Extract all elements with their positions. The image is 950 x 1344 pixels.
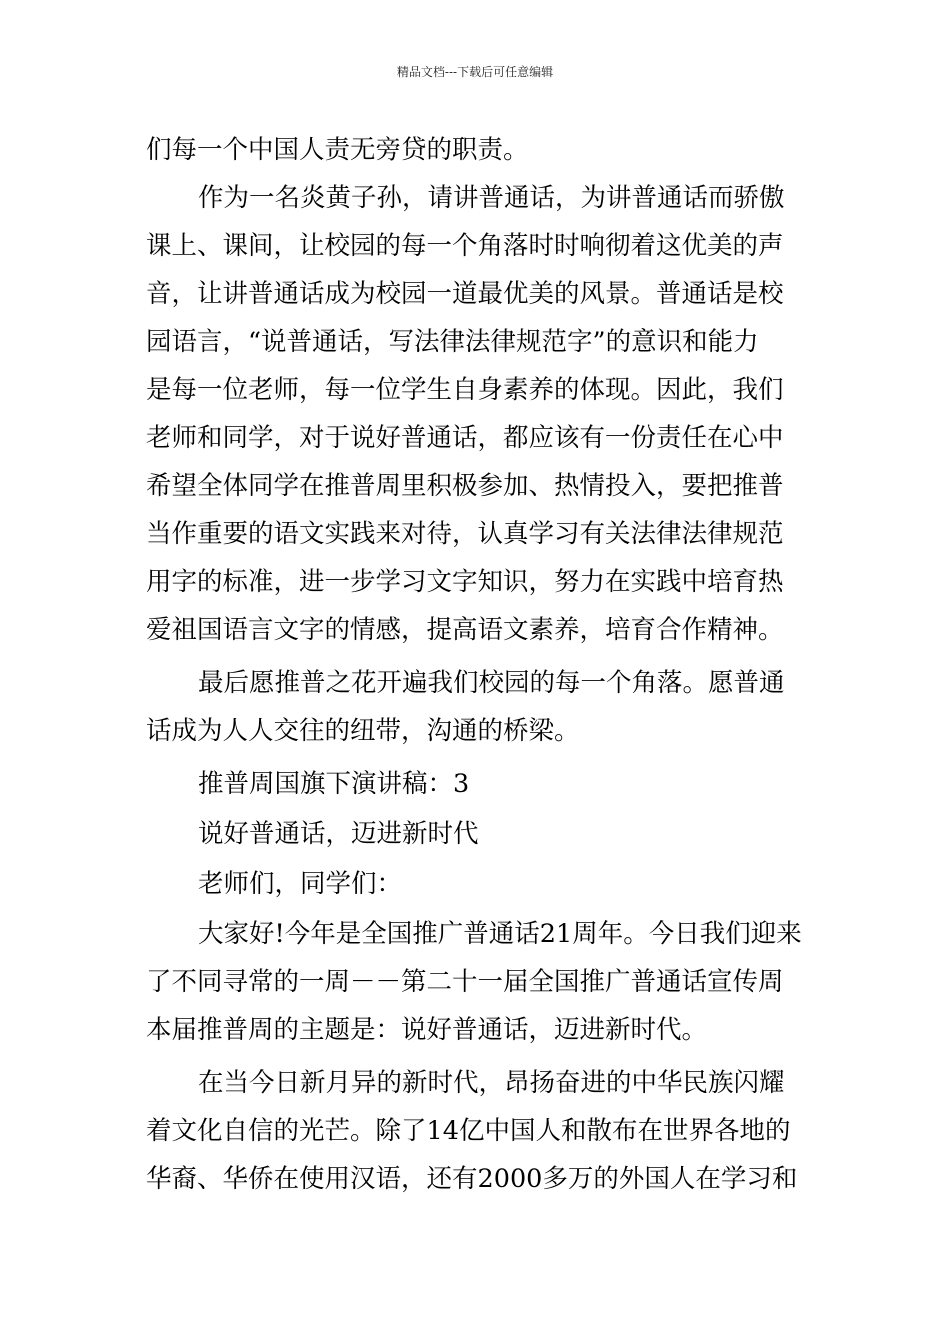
text-line: 园语言，“说普通话，写法律法律规范字”的意识和能力 — [146, 327, 759, 357]
text-line: 音，让讲普通话成为校园一道最优美的风景。普通话是校 — [146, 279, 784, 309]
text-line: 课上、课间，让校园的每一个角落时时响彻着这优美的声 — [146, 231, 784, 261]
text-line: 希望全体同学在推普周里积极参加、热情投入，要把推普 — [146, 471, 784, 501]
text-line: 是每一位老师，每一位学生自身素养的体现。因此，我们 — [146, 375, 784, 405]
text-line: 最后愿推普之花开遍我们校园的每一个角落。愿普通 — [198, 668, 785, 698]
text-line: 作为一名炎黄子孙，请讲普通话，为讲普通话而骄傲 — [198, 183, 785, 213]
heading-speech-3: 推普周国旗下演讲稿：3 — [198, 769, 470, 799]
speech-title: 说好普通话，迈进新时代 — [198, 819, 479, 849]
text-line: 大家好!今年是全国推广普通话21周年。今日我们迎来 — [198, 919, 802, 949]
text-line: 们每一个中国人责无旁贷的职责。 — [146, 135, 529, 165]
text-line: 本届推普周的主题是：说好普通话，迈进新时代。 — [146, 1015, 708, 1045]
text-line: 爱祖国语言文字的情感，提高语文素养，培育合作精神。 — [146, 615, 784, 645]
text-line: 了不同寻常的一周－－第二十一届全国推广普通话宣传周 — [146, 967, 784, 997]
text-line: 用字的标准，进一步学习文字知识，努力在实践中培育热 — [146, 567, 784, 597]
text-line: 在当今日新月异的新时代，昂扬奋进的中华民族闪耀 — [198, 1068, 785, 1098]
salutation: 老师们，同学们： — [198, 869, 403, 899]
text-line: 华裔、华侨在使用汉语，还有2000多万的外国人在学习和 — [146, 1164, 798, 1194]
text-line: 当作重要的语文实践来对待，认真学习有关法律法律规范 — [146, 519, 784, 549]
text-line: 话成为人人交往的纽带，沟通的桥梁。 — [146, 716, 580, 746]
text-line: 着文化自信的光芒。除了14亿中国人和散布在世界各地的 — [146, 1116, 791, 1146]
text-line: 老师和同学，对于说好普通话，都应该有一份责任在心中 — [146, 423, 784, 453]
page-header: 精品文档---下载后可任意编辑 — [396, 65, 554, 79]
